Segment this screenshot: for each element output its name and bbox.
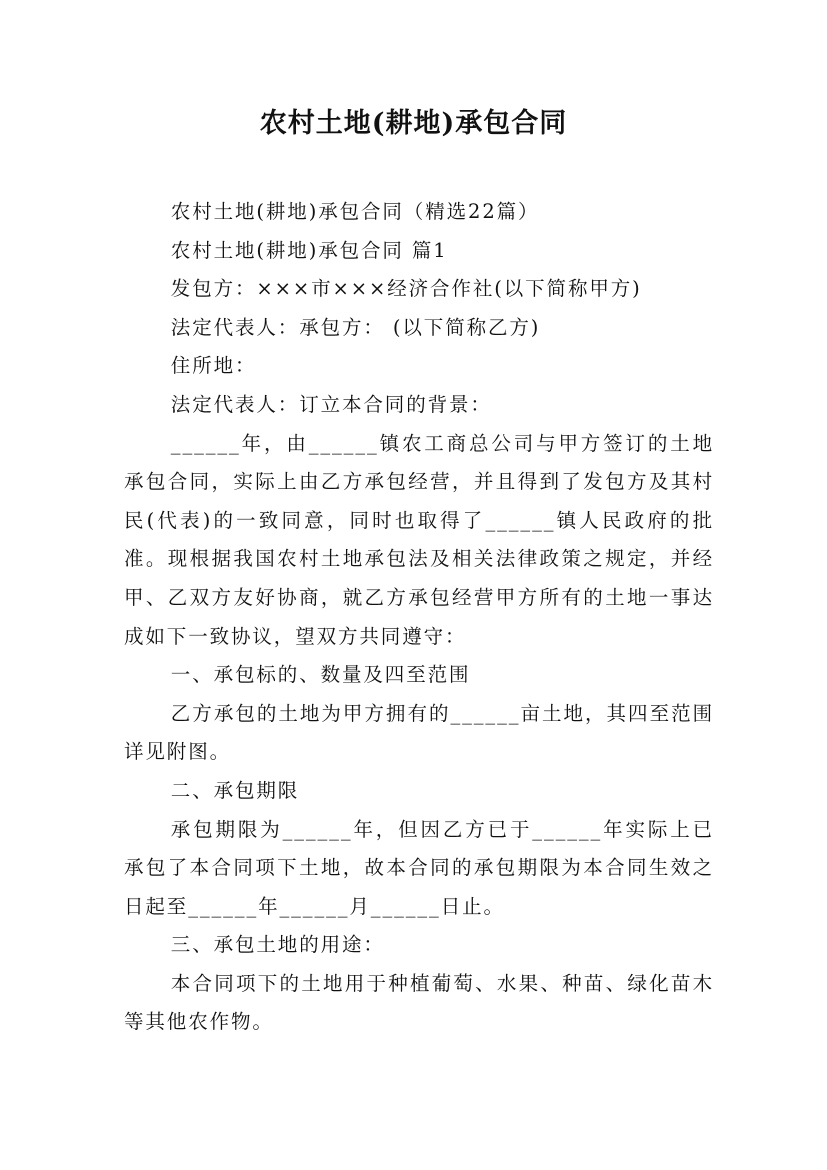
paragraph-clause-1-heading: 一、承包标的、数量及四至范围 [170, 663, 471, 687]
paragraph-section-heading: 农村土地(耕地)承包合同 篇1 [170, 238, 448, 262]
document-title: 农村土地(耕地)承包合同 [259, 108, 568, 139]
paragraph-address: 住所地： [170, 354, 257, 378]
paragraph-clause-1-body: 乙方承包的土地为甲方拥有的______亩土地，其四至范围详见附图。 [124, 701, 714, 764]
document-body [124, 193, 714, 1042]
paragraph-background-body: ______年，由______镇农工商总公司与甲方签订的土地承包合同，实际上由乙方承包经营，并且得到了发包方及其村民(代表)的一致同意，同时也取得了______镇人民政府的批准。现根据我国农村土地承包法及相关法律政策之规定，并经甲、乙双方友好协商，就乙方承包经营甲方所有的土地一事达成如下一致协议，望双方共同遵守： [124, 431, 714, 648]
paragraph-clause-2-heading: 二、承包期限 [170, 778, 300, 802]
paragraph-background-heading: 法定代表人：订立本合同的背景： [170, 392, 492, 416]
paragraph-clause-2-body: 承包期限为______年，但因乙方已于______年实际上已承包了本合同项下土地，故本合同的承包期限为本合同生效之日起至______年______月______日止。 [124, 817, 714, 918]
paragraph-representative-contractee: 法定代表人：承包方： (以下简称乙方) [170, 315, 541, 339]
paragraph-clause-3-heading: 三、承包土地的用途： [170, 933, 385, 957]
paragraph-clause-3-body: 本合同项下的土地用于种植葡萄、水果、种苗、绿化苗木等其他农作物。 [124, 971, 714, 1034]
paragraph-contractor: 发包方：×××市×××经济合作社(以下简称甲方) [170, 277, 642, 301]
paragraph-subtitle: 农村土地(耕地)承包合同（精选22篇） [170, 200, 540, 223]
